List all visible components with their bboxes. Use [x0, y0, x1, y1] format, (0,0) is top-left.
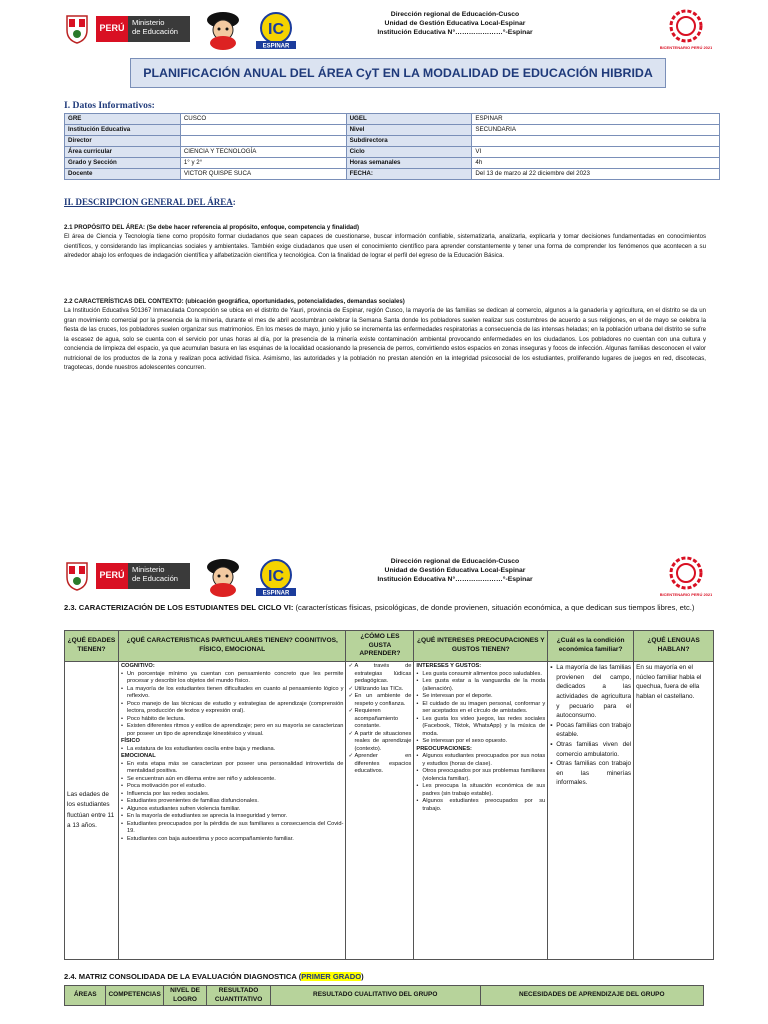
datos-table	[64, 113, 720, 180]
mcol-cualitativo: RESULTADO CUALITATIVO DEL GRUPO	[270, 986, 480, 1006]
list-item: ✓ En un ambiente de respeto y confianza.	[348, 693, 411, 708]
contexto-section: 2.2 CARACTERÍSTICAS DEL CONTEXTO: (ubicación geográfica, oportunidades, potencialidades, demandas sociales) La Institución Educativa 501367 Inmaculada Concepción se ubica en el distrito de Yauri, provincia de Espinar, región Cusco, la mayoría de las familias se dedican al comercio, algunos a la ganadería y agricultura, en el distrito se da un gran movimiento comercial por la presencia de la minería, durante el mes de abril acostumbran celebrar la Semana Santa donde los pobladores suelen realizar sus costumbres de acuerdo a sus religiones, en el de mayo se celebra la fiesta de las cruces, los pobladores suelen organizar sus matrimonios. En los meses de mayo, junio y julio se incrementa las enfermedades respiratorias a consecuencia de las intensas heladas; en la población urbana del distrito se sufre la escasez de agua, solo se cuenta con el servicio por unas horas al día, por la presencia de la minería existe contaminación ambiental provocando enfermedades en los ciudadanos. Los pobladores no cuentan con una cultura y conciencia de limpieza del espacio, ya que acumulan basura en las esquinas de la localidad ocasionando la presencia de perros, convirtiendo estos espacios en zonas inseguras y focos de infección. Algunas familias desconocen el valor nutricional de los productos de la zona y realizan poca actividad física. Asimismo, las autoridades y la población no prestan atención en la integridad psicosocial de los estudiantes, proliferando lugares de juegos en red, discotecas, tragotecas, donde nuestros adolescentes concurren.	[64, 298, 706, 372]
intereses-cell: INTERESES Y GUSTOS: • Les gusta consumir alimentos poco saludables. • Les gusta estar a la vanguardia de la moda (alienación). • Se interesan por el deporte. • El cuidado de su imagen personal, conformar y ser aceptados en el círculo de amistades. • Les gusta los video juegos, las redes sociales (Facebook, Tiktok, WhatsApp) y la música de moda. • Se interesan por el sexo opuesto. PREOCUPACIONES: • Algunos estudiantes preocupados por sus notas y estudios (horas de clase). • Otros preocupados por sus problemas familiares (violencia familiar). • Les preocupa la situación económica de sus padres (sin trabajo estable). • Algunos estudiantes preocupados por su trabajo.	[414, 662, 548, 960]
list-item: • Algunos estudiantes preocupados por sus notas y estudios (horas de clase).	[416, 753, 545, 768]
datos-row	[65, 169, 720, 180]
list-item: • Les gusta consumir alimentos poco saludables.	[416, 671, 545, 679]
header-institution-text: Dirección regional de Educación-Cusco Unidad de Gestión Educativa Local-Espinar Institución Educativa N°…………………°-Espinar	[377, 558, 533, 584]
datos-value: CUSCO	[180, 114, 346, 125]
list-item: ✓ A través de estrategias lúdicas pedagógicas.	[348, 663, 411, 686]
peru-logo: PERÚ	[96, 16, 128, 42]
caracteristicas-cell: COGNITIVO: • Un porcentaje mínimo ya cuentan con pensamiento concreto que les permite procesar y describir los objetos del mundo físico. • La mayoría de los estudiantes tienen dificultades en cuanto al pensamiento lógico y reflexivo. • Poco manejo de las técnicas de estudio y estrategias de aprendizaje (comprensión lectora, producción de textos y expresión oral). • Poco hábito de lectura. • Existen diferentes ritmos y estilos de aprendizaje; pero en su mayoría se caracterizan por poseer un tipo de aprendizaje kinestésico y visual. FÍSICO • La estatura de los estudiantes oscila entre baja y mediana. EMOCIONAL • En esta etapa más se caracterizan por poseer una personalidad introvertida de mentalidad positiva. • Se encuentran aún en dilema entre ser niño y adolescente. • Poca motivación por el estudio. • Influencia por las redes sociales. • Estudiantes provenientes de familias disfuncionales. • Algunos estudiantes sufren violencia familiar. • En la mayoría de estudiantes se aprecia la inseguridad y temor. • Estudiantes preocupados por la pérdida de sus familiares a consecuencia del Covid-19. • Estudiantes con baja autoestima y poco acompañamiento familiar.	[118, 662, 346, 960]
datos-label: GRE	[65, 114, 181, 125]
page-header-1	[60, 8, 720, 54]
datos-label: Área curricular	[65, 147, 181, 158]
mascot-icon	[198, 557, 248, 597]
list-item: • Poco manejo de las técnicas de estudio y estrategias de aprendizaje (comprensión lectora, producción de textos y expresión oral).	[121, 701, 344, 716]
col-economia: ¿Cuál es la condición económica familiar?	[548, 631, 634, 662]
svg-text:IC: IC	[268, 21, 284, 38]
svg-text:BICENTENARIO PERÚ 2021: BICENTENARIO PERÚ 2021	[660, 45, 712, 50]
mcol-cuantitativo: RESULTADO CUANTITATIVO	[207, 986, 271, 1006]
list-item: ✓ Utilizando las TICs.	[348, 686, 411, 694]
datos-value	[180, 125, 346, 136]
datos-value: CIENCIA Y TECNOLOGÍA	[180, 147, 346, 158]
col-intereses: ¿QUÉ INTERESES PREOCUPACIONES Y GUSTOS TIENEN?	[414, 631, 548, 662]
list-item: ✓ A partir de situaciones reales de aprendizaje (contexto).	[348, 731, 411, 754]
list-item: ▪ Pocas familias con trabajo estable.	[550, 721, 631, 740]
datos-value: VICTOR QUISPE SUCA	[180, 169, 346, 180]
datos-row	[65, 136, 720, 147]
datos-value: ESPINAR	[472, 114, 720, 125]
svg-text:ESPINAR: ESPINAR	[262, 43, 290, 50]
datos-label: Horas semanales	[346, 158, 472, 169]
list-item: • Estudiantes con baja autoestima y poco acompañamiento familiar.	[121, 836, 344, 844]
svg-text:IC: IC	[268, 568, 284, 585]
list-item: • Influencia por las redes sociales.	[121, 791, 344, 799]
economia-cell	[548, 662, 634, 960]
list-item: • Algunos estudiantes sufren violencia familiar.	[121, 806, 344, 814]
lenguas-cell: En su mayoría en el núcleo familiar habla el quechua, fuera de ella hablan el castellano.	[634, 662, 714, 960]
list-item: • La estatura de los estudiantes oscila entre baja y mediana.	[121, 746, 344, 754]
ministerio-logo: Ministerio de Educación	[128, 16, 190, 42]
list-item: • Estudiantes provenientes de familias disfuncionales.	[121, 798, 344, 806]
coat-of-arms-icon	[64, 12, 90, 44]
aprender-cell	[346, 662, 414, 960]
svg-text:ESPINAR: ESPINAR	[262, 590, 290, 597]
list-item: ▪ Otras familias con trabajo en las minerías informales.	[550, 759, 631, 788]
datos-value: VI	[472, 147, 720, 158]
datos-row	[65, 114, 720, 125]
caracterizacion-heading: 2.3. CARACTERIZACIÓN DE LOS ESTUDIANTES DEL CICLO VI: (características físicas, psicológicas, de donde provienen, situación económica, a que dedican sus tiempos libres, etc.)	[64, 603, 695, 612]
list-item: • Les gusta estar a la vanguardia de la moda (alienación).	[416, 678, 545, 693]
mascot-icon	[198, 10, 248, 50]
list-item: • Estudiantes preocupados por la pérdida de sus familiares a consecuencia del Covid-19.	[121, 821, 344, 836]
datos-value: 4h	[472, 158, 720, 169]
list-item: • Se interesan por el sexo opuesto.	[416, 738, 545, 746]
datos-label: Grado y Sección	[65, 158, 181, 169]
bicentenario-logo	[660, 8, 712, 52]
datos-label: Director	[65, 136, 181, 147]
ic-espinar-logo	[250, 559, 302, 597]
edades-cell: Las edades de los estudiantes fluctúan entre 11 a 13 años.	[65, 662, 119, 960]
section-datos-heading: I. Datos Informativos:	[64, 100, 155, 111]
header-institution-text: Dirección regional de Educación-Cusco Unidad de Gestión Educativa Local-Espinar Institución Educativa N°…………………°-Espinar	[377, 11, 533, 37]
datos-label: Subdirectora	[346, 136, 472, 147]
datos-label: Ciclo	[346, 147, 472, 158]
list-item: • La mayoría de los estudiantes tienen dificultades en cuanto al pensamiento lógico y reflexivo.	[121, 686, 344, 701]
list-item: ✓ Requieren acompañamiento constante.	[348, 708, 411, 731]
bicentenario-logo	[660, 555, 712, 599]
mcol-nivel: NIVEL DE LOGRO	[163, 986, 206, 1006]
datos-label: FECHA:	[346, 169, 472, 180]
list-item: • Se interesan por el deporte.	[416, 693, 545, 701]
list-item: • En esta etapa más se caracterizan por poseer una personalidad introvertida de mentalidad positiva.	[121, 761, 344, 776]
list-item: • Les gusta los video juegos, las redes sociales (Facebook, Tiktok, WhatsApp) y la música de moda.	[416, 716, 545, 739]
caracterizacion-table	[64, 630, 714, 960]
svg-text:BICENTENARIO PERÚ 2021: BICENTENARIO PERÚ 2021	[660, 592, 712, 597]
matriz-table	[64, 985, 704, 1006]
page-header-2	[60, 555, 720, 601]
datos-row	[65, 125, 720, 136]
ministerio-logo: Ministerio de Educación	[128, 563, 190, 589]
col-lenguas: ¿QUÉ LENGUAS HABLAN?	[634, 631, 714, 662]
datos-value: Del 13 de marzo al 22 diciembre del 2023	[472, 169, 720, 180]
col-edades: ¿QUÉ EDADES TIENEN?	[65, 631, 119, 662]
mcol-competencias: COMPETENCIAS	[106, 986, 163, 1006]
datos-value: SECUNDARIA	[472, 125, 720, 136]
ic-espinar-logo	[250, 12, 302, 50]
datos-label: Docente	[65, 169, 181, 180]
list-item: ✓ Aprender en diferentes espacios educativos.	[348, 753, 411, 776]
list-item: • Poca motivación por el estudio.	[121, 783, 344, 791]
matriz-heading: 2.4. MATRIZ CONSOLIDADA DE LA EVALUACIÓN DIAGNOSTICA (PRIMER GRADO)	[64, 972, 364, 981]
mcol-necesidades: NECESIDADES DE APRENDIZAJE DEL GRUPO	[480, 986, 703, 1006]
list-item: • Poco hábito de lectura.	[121, 716, 344, 724]
section-descripcion-heading: II. DESCRIPCION GENERAL DEL ÁREA:	[64, 197, 236, 207]
datos-value	[180, 136, 346, 147]
document-title: PLANIFICACIÓN ANUAL DEL ÁREA CyT EN LA MODALIDAD DE EDUCACIÓN HIBRIDA	[130, 58, 666, 88]
col-caracteristicas: ¿QUÉ CARACTERISTICAS PARTICULARES TIENEN? COGNITIVOS, FÍSICO, EMOCIONAL	[118, 631, 346, 662]
datos-label: UGEL	[346, 114, 472, 125]
list-item: • Se encuentran aún en dilema entre ser niño y adolescente.	[121, 776, 344, 784]
list-item: • Algunos estudiantes preocupados por su trabajo.	[416, 798, 545, 813]
datos-value	[472, 136, 720, 147]
list-item: • Otros preocupados por sus problemas familiares (violencia familiar).	[416, 768, 545, 783]
datos-row	[65, 147, 720, 158]
list-item: • En la mayoría de estudiantes se aprecia la inseguridad y temor.	[121, 813, 344, 821]
coat-of-arms-icon	[64, 559, 90, 591]
datos-row	[65, 158, 720, 169]
list-item: ▪ La mayoría de las familias provienen del campo, dedicados a las actividades de agricultura y pecuario para el autoconsumo.	[550, 663, 631, 721]
list-item: • El cuidado de su imagen personal, conformar y ser aceptados en el círculo de amistades.	[416, 701, 545, 716]
datos-label: Nivel	[346, 125, 472, 136]
proposito-section: 2.1 PROPÓSITO DEL ÁREA: (Se debe hacer referencia al propósito, enfoque, competencia y finalidad) El área de Ciencia y Tecnología tiene como propósito formar ciudadanos que sean capaces de cuestionarse, buscar información confiable, sistematizarla, analizarla, explicarla y tomar decisiones fundamentadas en conocimientos científicos, y considerando las implicancias sociales y ambientales. También exige ciudadanos que usen el conocimiento científico para aprender constantemente y tener una forma de comprender los fenómenos que acontecen a su alrededor abajo los enfoques de indagación científica y alfabetización científica y tecnológica. Con la finalidad de lograr el perfil del egreso de la Educación Básica.	[64, 224, 706, 260]
datos-label: Institución Educativa	[65, 125, 181, 136]
datos-value: 1° y 2°	[180, 158, 346, 169]
list-item: ▪ Otras familias viven del comercio ambulatorio.	[550, 740, 631, 759]
col-aprender: ¿CÓMO LES GUSTA APRENDER?	[346, 631, 414, 662]
mcol-areas: ÁREAS	[65, 986, 106, 1006]
list-item: • Existen diferentes ritmos y estilos de aprendizaje; pero en su mayoría se caracterizan por poseer un tipo de aprendizaje kinestésico y visual.	[121, 723, 344, 738]
list-item: • Un porcentaje mínimo ya cuentan con pensamiento concreto que les permite procesar y describir los objetos del mundo físico.	[121, 671, 344, 686]
list-item: • Les preocupa la situación económica de sus padres (sin trabajo estable).	[416, 783, 545, 798]
peru-logo: PERÚ	[96, 563, 128, 589]
